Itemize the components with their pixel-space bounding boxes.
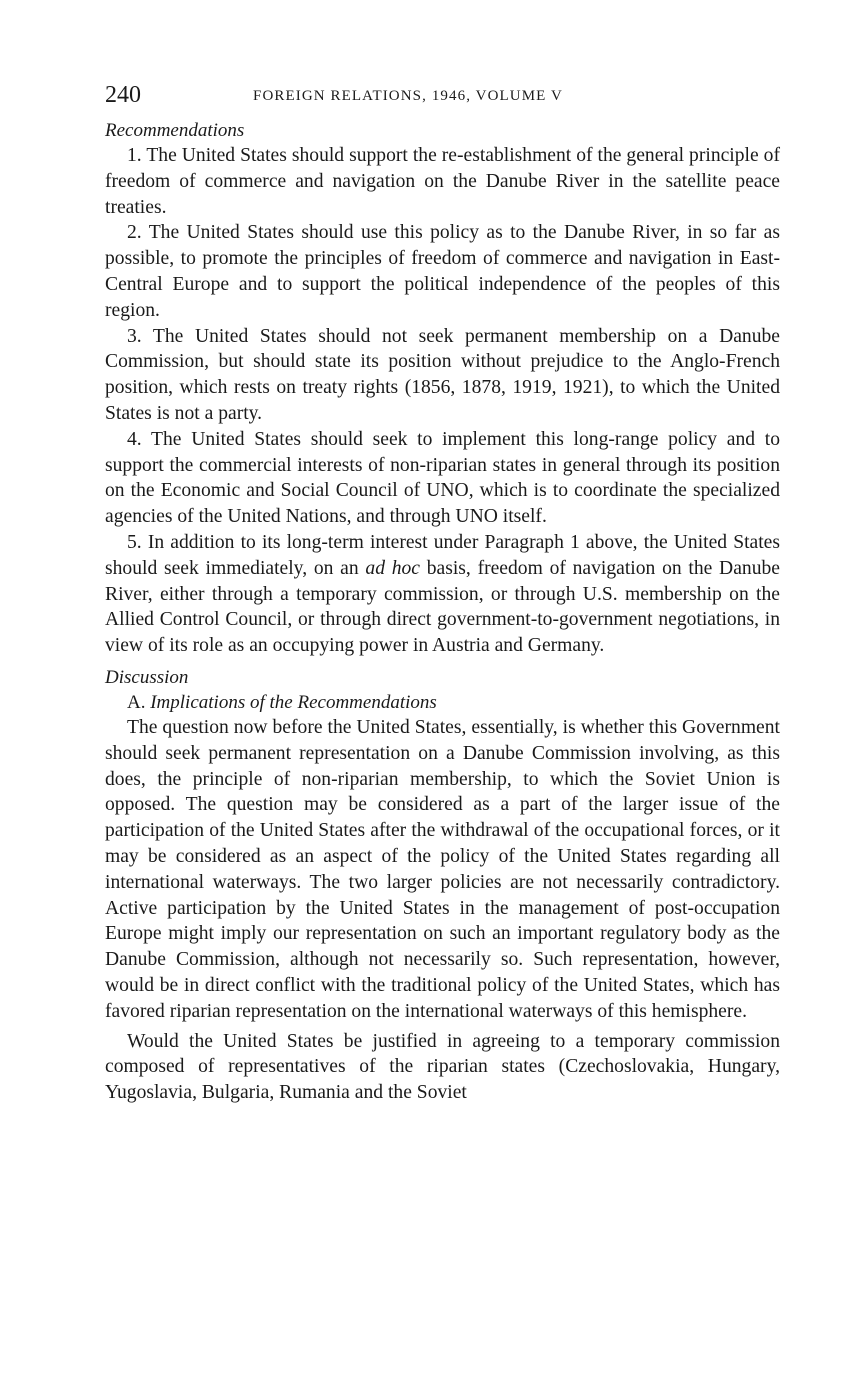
running-title: FOREIGN RELATIONS, 1946, VOLUME V (253, 88, 563, 104)
subsection-title: Implications of the Recommendations (150, 691, 437, 713)
discussion-heading: Discussion (105, 666, 189, 688)
recommendation-1 (105, 143, 780, 220)
recommendation-text-after: basis, freedom of navigation on the Danube River, either through a temporary commission, or through U.S. membership on the Allied Control Council, or through direct government-to-government negotiations, in view of its role as an occupying power in Austria and Germany. (105, 557, 780, 657)
recommendation-number: 3. (127, 325, 142, 347)
discussion-paragraph-1: The question now before the United States, essentially, is whether this Government should seek permanent representation on a Danube Commission involving, as this does, the principle of non-riparian membership, to which the Soviet Union is opposed. The question may be considered as a part of the larger issue of the participation of the United States after the withdrawal of the occupational forces, or it may be considered as an aspect of the policy of the United States regarding all international waterways. The two larger policies are not necessarily contradictory. Active participation by the United States in the management of post-occupation Europe might imply our representation on such an important regulatory body as the Danube Commission, although not necessarily so. Such representation, however, would be in direct conflict with the traditional policy of the United States, which has favored riparian representation on the international waterways of this hemisphere. (105, 716, 780, 1022)
recommendation-number: 2. (127, 222, 142, 244)
running-head (105, 80, 780, 112)
recommendation-text: The United States should seek to implement this long-range policy and to support the commercial interests of non-riparian states in general through its position on the Economic and Social Council of UNO, which is to coordinate the specialized agencies of the United Nations, and through UNO itself. (105, 428, 781, 528)
recommendation-5 (105, 530, 780, 659)
document-page (105, 80, 780, 1106)
recommendation-text: The United States should not seek permanent membership on a Danube Commission, but should state its position without prejudice to the Anglo-French position, which rests on treaty rights (1856, 1878, 1919, 1921), to which the United States is not a party. (105, 325, 781, 424)
recommendation-3 (105, 324, 780, 427)
subsection-letter: A. (127, 691, 146, 713)
recommendations-heading: Recommendations (105, 120, 245, 141)
recommendation-2 (105, 220, 780, 323)
recommendation-text: The United States should support the re-establishment of the general principle of freedom of commerce and navigation on the Danube River in the satellite peace treaties. (105, 145, 780, 218)
recommendation-number: 5. (127, 531, 142, 553)
recommendation-text-italic: ad hoc (365, 557, 421, 579)
recommendation-number: 1. (127, 145, 142, 166)
discussion-paragraph-2: Would the United States be justified in agreeing to a temporary commission composed of representatives of the riparian states (Czechoslovakia, Hungary, Yugoslavia, Bulgaria, Rumania and the Soviet (105, 1030, 780, 1104)
page-number: 240 (105, 82, 141, 108)
recommendation-4 (105, 427, 780, 530)
recommendation-text: The United States should use this policy as to the Danube River, in so far as possible, to promote the principles of freedom of commerce and navigation in East-Central Europe and to support the political independence of the peoples of this region. (105, 222, 780, 321)
recommendation-text-before: In addition to its long-term interest under Paragraph 1 above, the United States should seek immediately, on an (105, 531, 780, 579)
recommendation-number: 4. (127, 428, 142, 450)
subsection-heading (105, 690, 780, 715)
